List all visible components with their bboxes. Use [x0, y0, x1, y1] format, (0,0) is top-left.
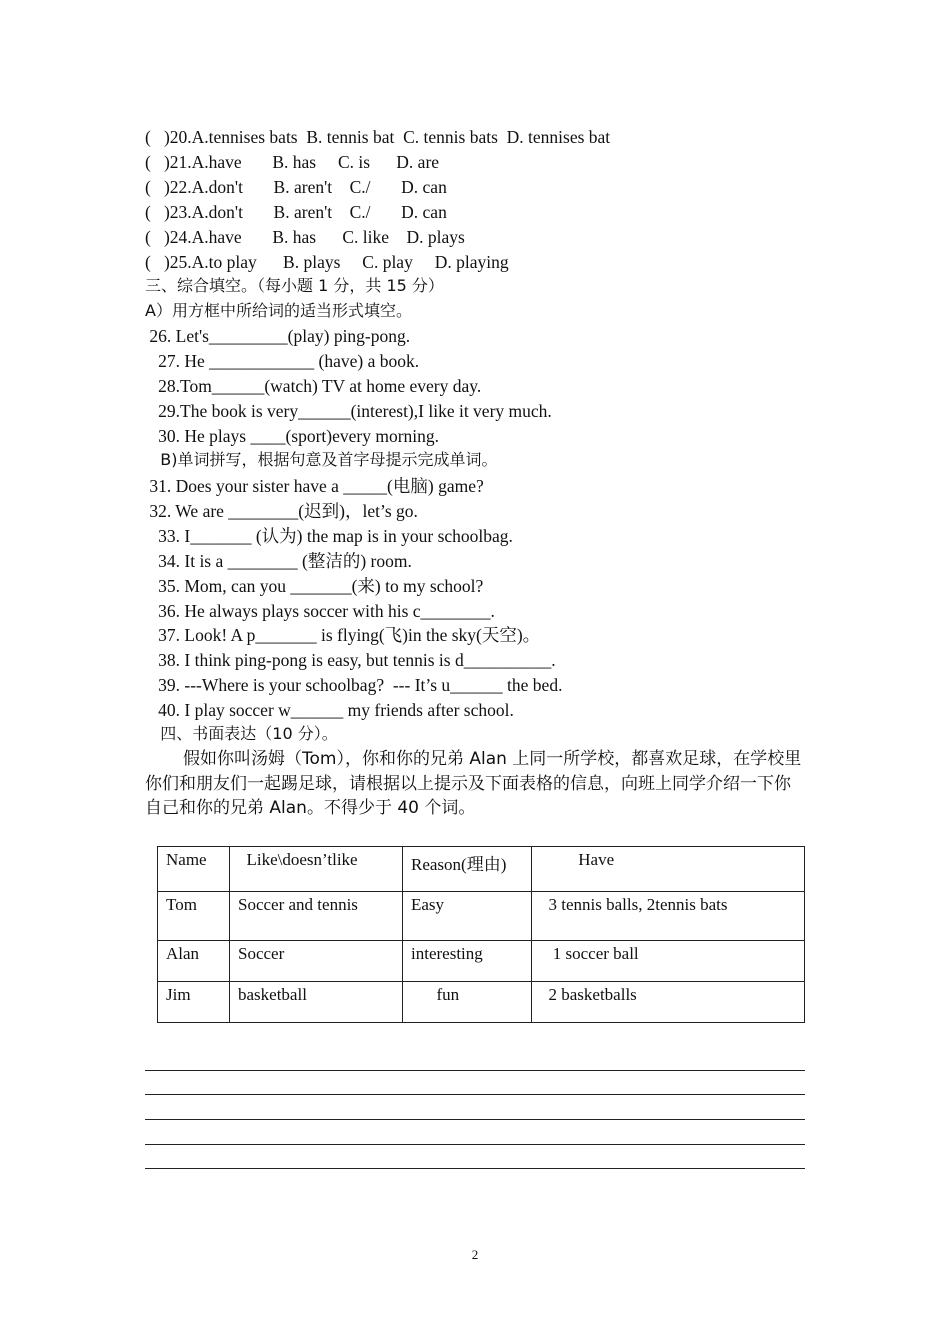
fill-item: 27. He ____________ (have) a book. — [145, 351, 420, 371]
section-subtitle: A）用方框中所给词的适当形式填空。 — [145, 301, 412, 320]
table-cell: 2 basketballs — [532, 982, 805, 1023]
writing-prompt: 假如你叫汤姆（Tom），你和你的兄弟 Alan 上同一所学校，都喜欢足球，在学校里你们和朋友们一起踢足球，请根据以上提示及下面表格的信息，向班上同学介绍一下你自己和你的兄弟 Alan。不得少于 40 个词。 — [145, 749, 802, 818]
question-line: ( )24.A.have B. has C. like D. plays — [145, 227, 465, 247]
page-number: 2 — [471, 1247, 479, 1262]
fill-item: 28.Tom______(watch) TV at home every day. — [145, 376, 482, 396]
spell-item: 40. I play soccer w______ my friends after school. — [145, 700, 514, 720]
table-cell: fun — [403, 982, 532, 1023]
table-cell: 1 soccer ball — [532, 941, 805, 982]
section-title: 四、书面表达（10 分）。 — [145, 724, 338, 743]
answer-line — [145, 1119, 805, 1120]
table-cell: Alan — [158, 941, 230, 982]
question-line: ( )22.A.don't B. aren't C./ D. can — [145, 177, 447, 197]
table-cell: Soccer and tennis — [230, 892, 403, 941]
answer-line — [145, 1168, 805, 1169]
answer-line — [145, 1070, 805, 1071]
question-line: ( )20.A.tennises bats B. tennis bat C. tennis bats D. tennises bat — [145, 127, 611, 147]
spell-item: 35. Mom, can you _______(来) to my school? — [145, 576, 484, 596]
fill-item: 29.The book is very______(interest),I like it very much. — [145, 401, 552, 421]
spell-item: 33. I_______ (认为) the map is in your schoolbag. — [145, 526, 513, 546]
table-row — [158, 982, 805, 1023]
table-header-cell: Like\doesn’tlike — [230, 847, 403, 892]
info-table — [157, 846, 805, 1023]
table-cell: Easy — [403, 892, 532, 941]
table-cell: interesting — [403, 941, 532, 982]
spell-item: 36. He always plays soccer with his c________. — [145, 601, 495, 621]
table-cell: basketball — [230, 982, 403, 1023]
spell-item: 32. We are ________(迟到)，let’s go. — [145, 501, 418, 521]
table-cell: Tom — [158, 892, 230, 941]
table-row — [158, 941, 805, 982]
fill-item: 30. He plays ____(sport)every morning. — [145, 426, 440, 446]
table-header-cell: Reason(理由) — [403, 847, 532, 892]
table-header-row — [158, 847, 805, 892]
fill-item: 26. Let's_________(play) ping-pong. — [145, 326, 411, 346]
answer-line — [145, 1094, 805, 1095]
spell-item: 37. Look! A p_______ is flying(飞)in the sky(天空)。 — [145, 625, 541, 645]
section-title: 三、综合填空。（每小题 1 分，共 15 分） — [145, 276, 444, 295]
table-header-cell: Name — [158, 847, 230, 892]
spell-item: 38. I think ping-pong is easy, but tennis is d__________. — [145, 650, 556, 670]
spell-item: 34. It is a ________ (整洁的) room. — [145, 551, 412, 571]
spell-item: 31. Does your sister have a _____(电脑) game? — [145, 476, 484, 496]
question-line: ( )25.A.to play B. plays C. play D. playing — [145, 252, 509, 272]
section-subtitle: B)单词拼写，根据句意及首字母提示完成单词。 — [145, 450, 498, 469]
answer-line — [145, 1144, 805, 1145]
question-line: ( )23.A.don't B. aren't C./ D. can — [145, 202, 447, 222]
table-cell: 3 tennis balls, 2tennis bats — [532, 892, 805, 941]
table-header-cell: Have — [532, 847, 805, 892]
table-row — [158, 892, 805, 941]
spell-item: 39. ---Where is your schoolbag? --- It’s u______ the bed. — [145, 675, 563, 695]
question-line: ( )21.A.have B. has C. is D. are — [145, 152, 440, 172]
table-cell: Soccer — [230, 941, 403, 982]
table-cell: Jim — [158, 982, 230, 1023]
